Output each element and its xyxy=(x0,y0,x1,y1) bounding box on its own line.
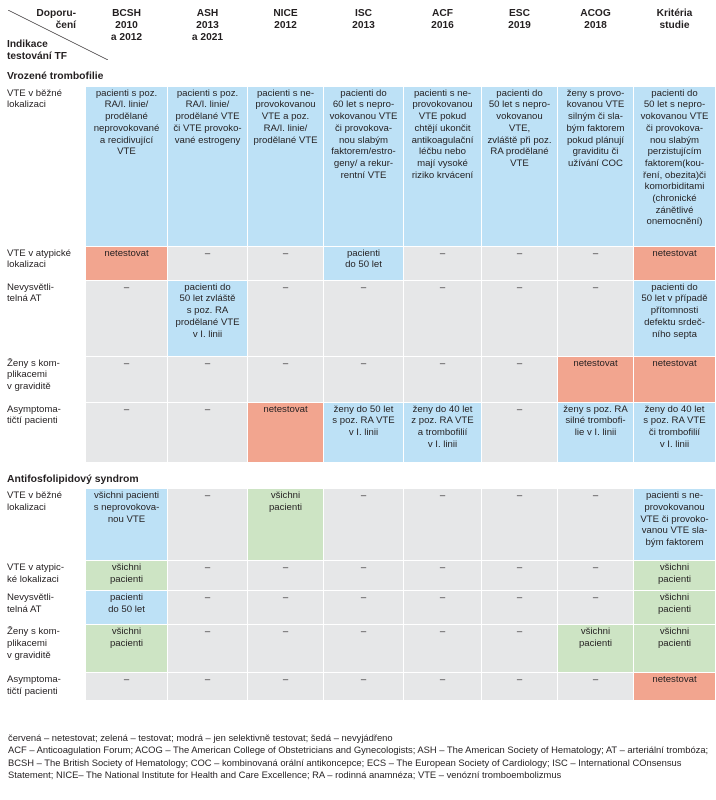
table-cell: ženy s provo- kovanou VTE silným či sla- bým faktorem pokud plánují graviditu či užívání COC xyxy=(558,87,634,247)
guideline-header: ISC 2013 xyxy=(324,4,404,68)
corner-top-label: Doporu- čení xyxy=(36,8,76,32)
table-cell: ženy s poz. RA silné trombofi- lie v I. linii xyxy=(558,403,634,463)
table-cell: – xyxy=(168,247,248,281)
table-cell: – xyxy=(482,403,558,463)
table-cell: – xyxy=(168,357,248,403)
table-cell: – xyxy=(482,561,558,591)
table-cell: – xyxy=(482,591,558,625)
table-cell: pacienti s ne- provokovanou VTE pokud chtějí ukončit antikoagulační léčbu nebo mají vysoké riziko krvácení xyxy=(404,87,482,247)
table-cell: pacienti do 60 let s nepro- vokovanou VTE či provokova- nou slabým faktorem/estro- geny/ a rekur- rentní VTE xyxy=(324,87,404,247)
table-cell: netestovat xyxy=(248,403,324,463)
table-cell: – xyxy=(168,403,248,463)
legend-abbreviations: ACF – Anticoagulation Forum; ACOG – The American College of Obstetricians and Gynecologists; ASH – The American Society of Hematology; AT – arteriální trombóza; BCSH – The British Society of Hematology; COC – kombinovaná orální antikoncepce; ECS – The European Society of Cardiology; ISC – International COnsensus Statement; NICE– The National Institute for Health and Care Excellence; RA – rodinná anamnéza; VTE – venózní tromboembolizmus xyxy=(8,744,709,781)
table-cell: – xyxy=(404,281,482,357)
row-label: Nevysvětli- telná AT xyxy=(4,281,86,357)
table-cell: všichni pacienti xyxy=(634,591,716,625)
table-cell: – xyxy=(248,357,324,403)
table-cell: – xyxy=(248,625,324,673)
table-row xyxy=(4,625,716,673)
table-cell: pacienti do 50 let s nepro- vokovanou VTE, zvláště při poz. RA prodělané VTE xyxy=(482,87,558,247)
table-cell: – xyxy=(168,561,248,591)
table-cell: – xyxy=(86,673,168,701)
corner-header xyxy=(4,4,86,68)
table-row xyxy=(4,403,716,463)
table-row xyxy=(4,489,716,561)
table-row xyxy=(4,357,716,403)
table-cell: – xyxy=(404,561,482,591)
table-row xyxy=(4,591,716,625)
table-cell: pacienti do 50 let v případě přítomnosti defektu srdeč- ního septa xyxy=(634,281,716,357)
table-row xyxy=(4,247,716,281)
table-cell: – xyxy=(482,281,558,357)
guideline-header: NICE 2012 xyxy=(248,4,324,68)
table-cell: všichni pacienti s neprovokova- nou VTE xyxy=(86,489,168,561)
guideline-header: Kritéria studie xyxy=(634,4,716,68)
table-cell: pacienti do 50 let s nepro- vokovanou VTE či provokova- nou slabým perzistujícím faktorem(kou- ření, obezita)či komorbiditami (chronické zánětlivé onemocnění) xyxy=(634,87,716,247)
table-cell: – xyxy=(248,281,324,357)
table-cell: – xyxy=(324,357,404,403)
guideline-header: ESC 2019 xyxy=(482,4,558,68)
section-title: Vrozené trombofilie xyxy=(4,68,716,87)
table-cell: – xyxy=(404,625,482,673)
table-row xyxy=(4,673,716,701)
table-cell: – xyxy=(248,673,324,701)
table-cell: – xyxy=(404,357,482,403)
table-cell: – xyxy=(324,561,404,591)
row-label: Ženy s kom- plikacemi v graviditě xyxy=(4,357,86,403)
table-cell: – xyxy=(324,591,404,625)
table-cell: všichni pacienti xyxy=(558,625,634,673)
table-cell: – xyxy=(86,403,168,463)
table-cell: – xyxy=(324,489,404,561)
table-cell: – xyxy=(482,357,558,403)
table-cell: – xyxy=(86,281,168,357)
table-cell: – xyxy=(168,673,248,701)
table-cell: všichni pacienti xyxy=(248,489,324,561)
row-label: Ženy s kom- plikacemi v graviditě xyxy=(4,625,86,673)
table-cell: netestovat xyxy=(86,247,168,281)
table-row xyxy=(4,281,716,357)
table-cell: ženy do 40 let s poz. RA VTE či trombofilií v I. linii xyxy=(634,403,716,463)
table-cell: – xyxy=(482,247,558,281)
table-cell: – xyxy=(558,489,634,561)
table-cell: – xyxy=(404,673,482,701)
table-cell: pacienti s ne- provokovanou VTE a poz. RA/I. linie/ prodělané VTE xyxy=(248,87,324,247)
table-cell: pacienti s poz. RA/I. linie/ prodělané neprovokované a recidivující VTE xyxy=(86,87,168,247)
row-label: VTE v běžné lokalizaci xyxy=(4,87,86,247)
section-header-row xyxy=(4,471,716,490)
table-cell: – xyxy=(168,591,248,625)
table-row xyxy=(4,87,716,247)
row-label: VTE v atypické lokalizaci xyxy=(4,247,86,281)
table-cell: – xyxy=(324,625,404,673)
table-cell: netestovat xyxy=(634,357,716,403)
table-cell: – xyxy=(482,489,558,561)
guideline-header: ASH 2013 a 2021 xyxy=(168,4,248,68)
corner-bottom-label: Indikace testování TF xyxy=(7,38,68,63)
guideline-header: ACOG 2018 xyxy=(558,4,634,68)
table-cell: všichni pacienti xyxy=(86,625,168,673)
legend-colors: červená – netestovat; zelená – testovat; modrá – jen selektivně testovat; šedá – nevyjádřeno xyxy=(8,732,393,743)
table-body xyxy=(4,68,716,701)
table-cell: všichni pacienti xyxy=(86,561,168,591)
table-cell: – xyxy=(324,281,404,357)
section-title: Antifosfolipidový syndrom xyxy=(4,471,716,490)
table-cell: netestovat xyxy=(634,247,716,281)
table-cell: pacienti do 50 let xyxy=(324,247,404,281)
table-cell: – xyxy=(404,489,482,561)
table-cell: netestovat xyxy=(634,673,716,701)
table-cell: – xyxy=(86,357,168,403)
table-cell: – xyxy=(558,673,634,701)
table-cell: – xyxy=(482,673,558,701)
gap-cell xyxy=(4,463,716,471)
table-cell: – xyxy=(248,591,324,625)
table-cell: – xyxy=(404,247,482,281)
table-cell: ženy do 40 let z poz. RA VTE a trombofilií v I. linii xyxy=(404,403,482,463)
guidelines-table xyxy=(4,4,716,701)
table-cell: pacienti s poz. RA/I. linie/ prodělané VTE či VTE provoko- vané estrogeny xyxy=(168,87,248,247)
table-cell: pacienti do 50 let zvláště s poz. RA prodělané VTE v I. linii xyxy=(168,281,248,357)
row-label: VTE v atypic- ké lokalizaci xyxy=(4,561,86,591)
table-cell: pacienti do 50 let xyxy=(86,591,168,625)
table-cell: – xyxy=(324,673,404,701)
table-cell: – xyxy=(558,247,634,281)
table-cell: – xyxy=(558,591,634,625)
table-cell: netestovat xyxy=(558,357,634,403)
table-cell: pacienti s ne- provokovanou VTE či provoko- vanou VTE sla- bým faktorem xyxy=(634,489,716,561)
table-cell: – xyxy=(558,281,634,357)
header-row xyxy=(4,4,716,68)
table-cell: – xyxy=(168,489,248,561)
guideline-header: ACF 2016 xyxy=(404,4,482,68)
table-cell: – xyxy=(248,247,324,281)
table-cell: – xyxy=(558,561,634,591)
row-label: Asymptoma- tičtí pacienti xyxy=(4,403,86,463)
legend xyxy=(8,732,712,782)
row-label: Asymptoma- tičtí pacienti xyxy=(4,673,86,701)
table-cell: – xyxy=(248,561,324,591)
row-label: VTE v běžné lokalizaci xyxy=(4,489,86,561)
table-row xyxy=(4,561,716,591)
section-header-row xyxy=(4,68,716,87)
row-label: Nevysvětli- telná AT xyxy=(4,591,86,625)
diagonal-divider xyxy=(8,10,108,60)
table-cell: ženy do 50 let s poz. RA VTE v I. linii xyxy=(324,403,404,463)
section-gap xyxy=(4,463,716,471)
table-cell: – xyxy=(168,625,248,673)
table-cell: všichni pacienti xyxy=(634,625,716,673)
guideline-header: BCSH 2010 a 2012 xyxy=(86,4,168,68)
table-cell: – xyxy=(404,591,482,625)
table-cell: všichni pacienti xyxy=(634,561,716,591)
table-cell: – xyxy=(482,625,558,673)
